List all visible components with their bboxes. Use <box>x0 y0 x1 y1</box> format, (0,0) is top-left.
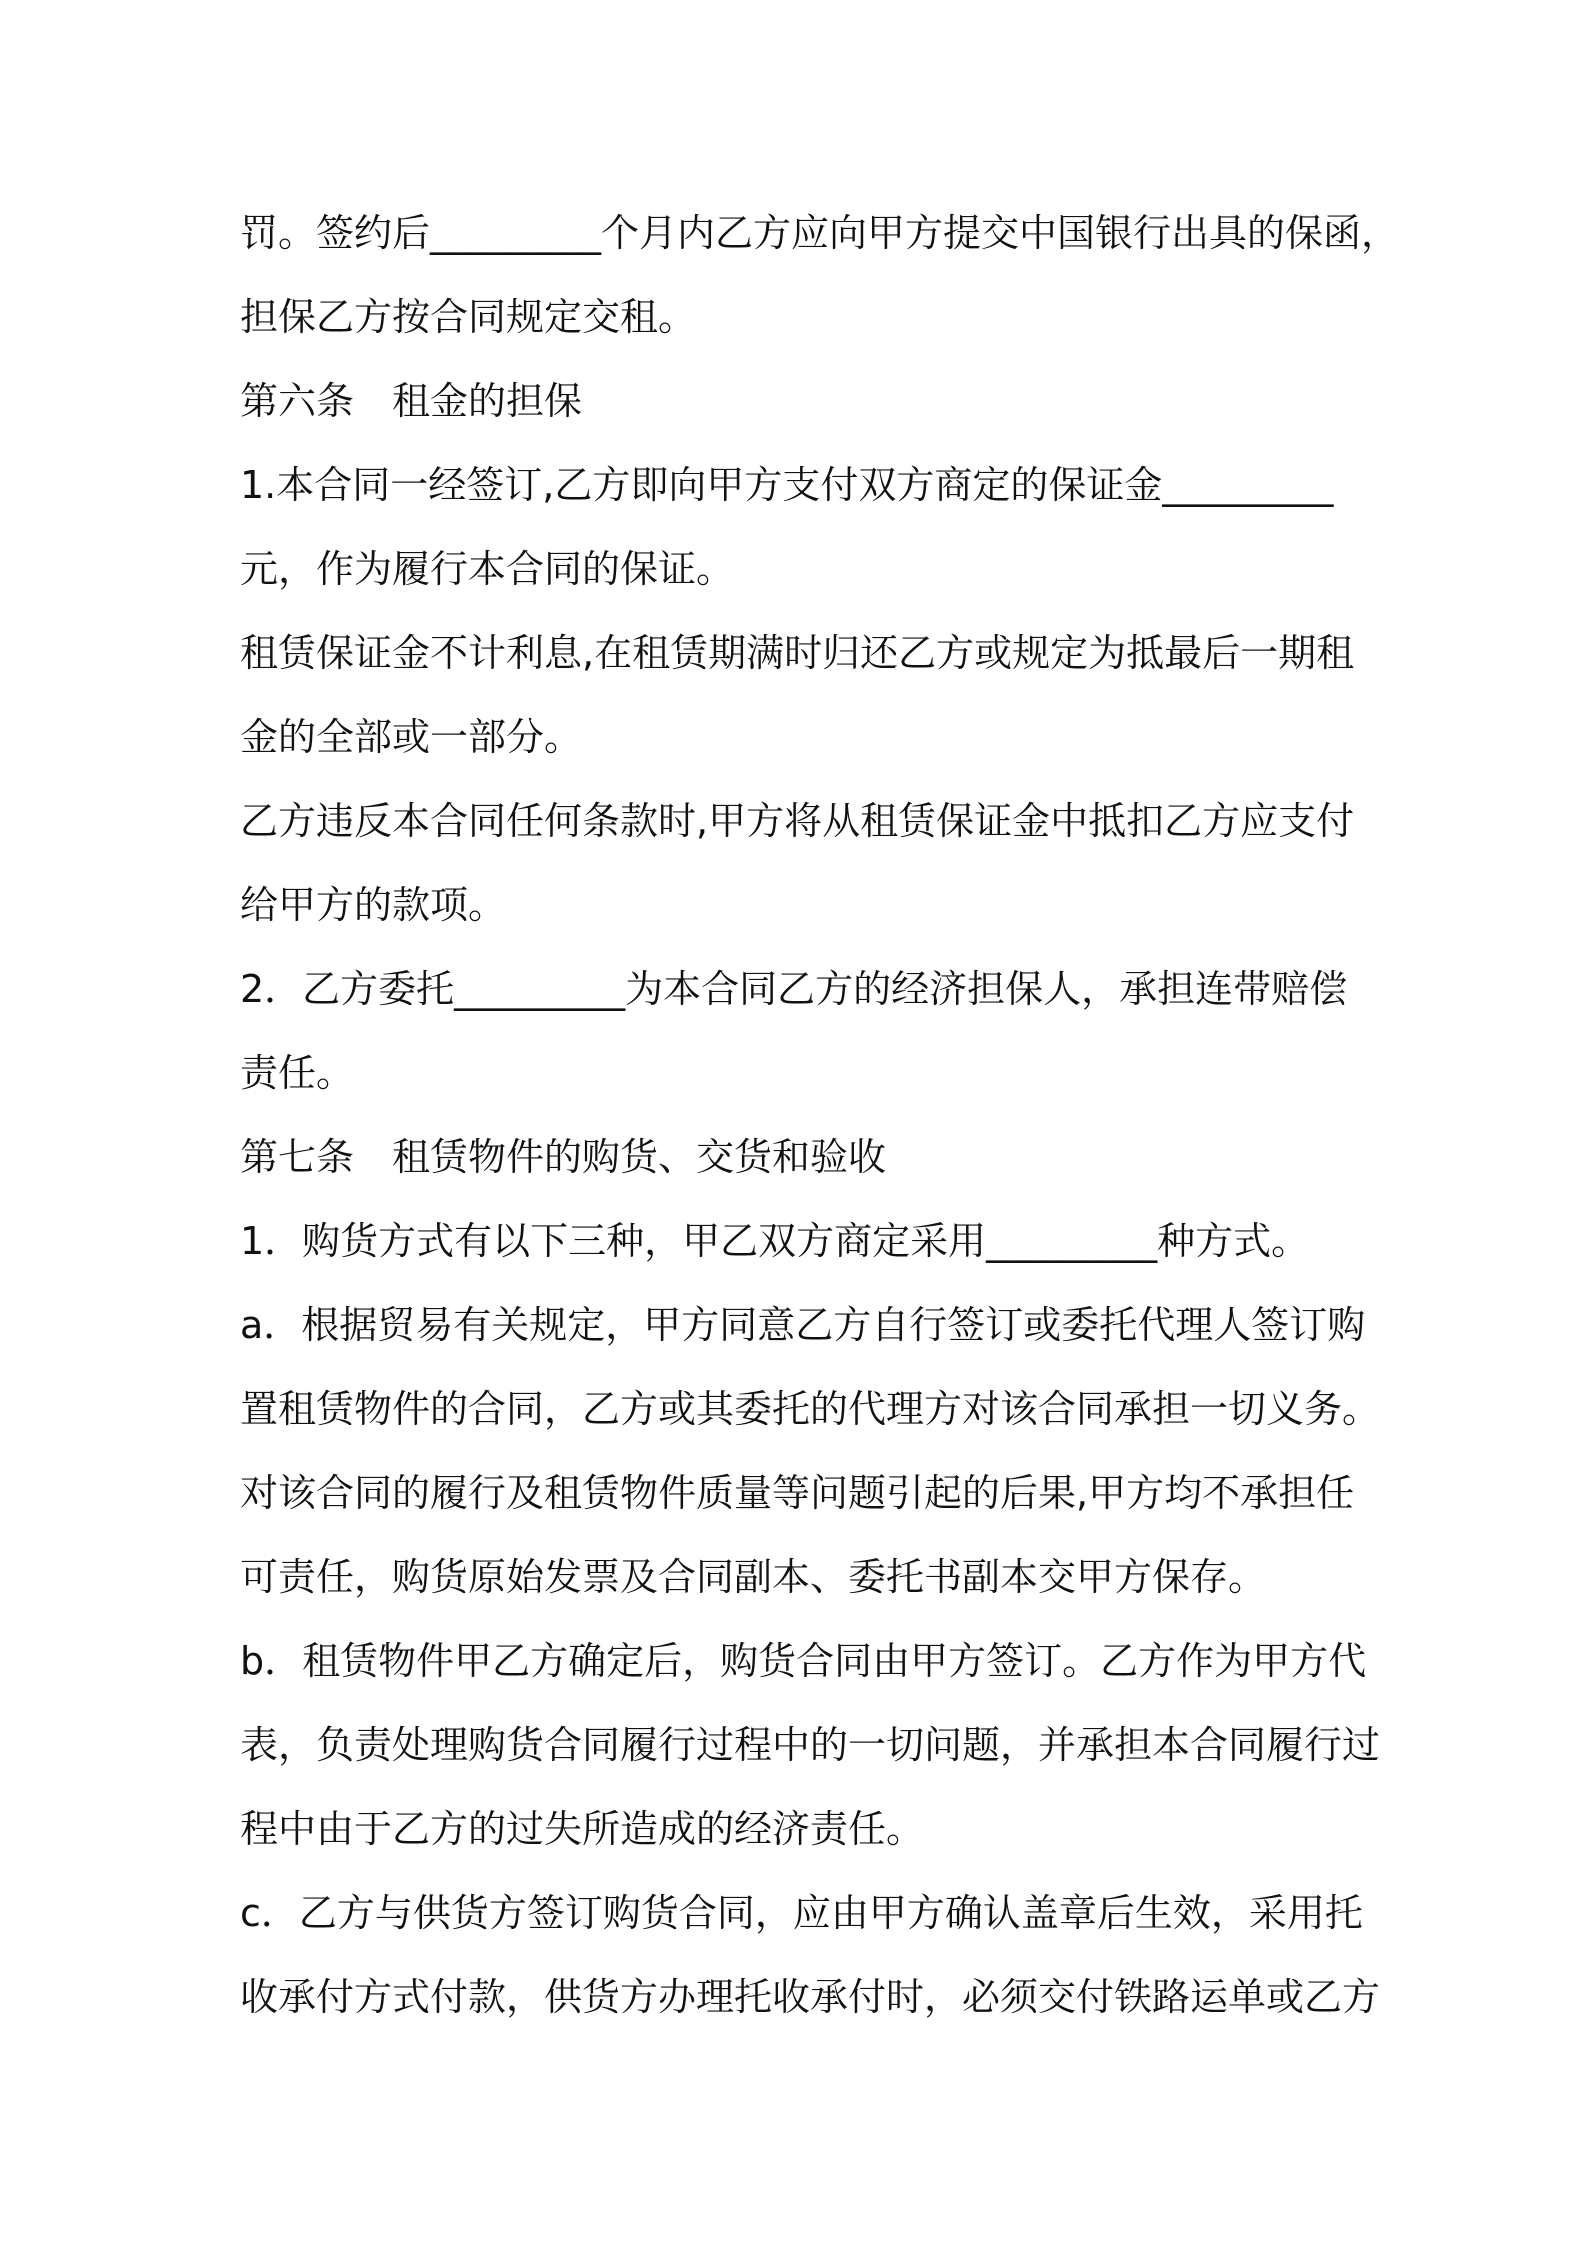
text-line: 1.本合同一经签订,乙方即向甲方支付双方商定的保证金_________ <box>240 463 1334 507</box>
text-line: 2．乙方委托_________为本合同乙方的经济担保人，承担连带赔偿 <box>240 967 1348 1011</box>
text-line: 收承付方式付款，供货方办理托收承付时，必须交付铁路运单或乙方 <box>240 1975 1381 2019</box>
text-line: 置租赁物件的合同，乙方或其委托的代理方对该合同承担一切义务。 <box>240 1387 1381 1431</box>
text-line: 对该合同的履行及租赁物件质量等问题引起的后果,甲方均不承担任 <box>240 1471 1355 1515</box>
text-line: 1．购货方式有以下三种，甲乙双方商定采用_________种方式。 <box>240 1219 1310 1263</box>
section-heading: 第六条 租金的担保 <box>240 379 583 423</box>
text-line: 表，负责处理购货合同履行过程中的一切问题，并承担本合同履行过 <box>240 1723 1381 1767</box>
text-line: 乙方违反本合同任何条款时,甲方将从租赁保证金中抵扣乙方应支付 <box>240 799 1355 843</box>
text-line: 元，作为履行本合同的保证。 <box>240 547 735 591</box>
text-line: 可责任，购货原始发票及合同副本、委托书副本交甲方保存。 <box>240 1555 1267 1599</box>
text-line: 给甲方的款项。 <box>240 883 507 927</box>
text-line: 担保乙方按合同规定交租。 <box>240 295 697 339</box>
text-line: b．租赁物件甲乙方确定后，购货合同由甲方签订。乙方作为甲方代 <box>240 1639 1367 1683</box>
text-line: 程中由于乙方的过失所造成的经济责任。 <box>240 1807 925 1851</box>
text-line: a．根据贸易有关规定，甲方同意乙方自行签订或委托代理人签订购 <box>240 1303 1366 1347</box>
text-line: c．乙方与供货方签订购货合同，应由甲方确认盖章后生效，采用托 <box>240 1891 1363 1935</box>
text-line: 金的全部或一部分。 <box>240 715 583 759</box>
text-line: 罚。签约后_________个月内乙方应向甲方提交中国银行出具的保函， <box>240 211 1400 255</box>
contract-text <box>240 198 1400 2046</box>
text-line: 租赁保证金不计利息,在租赁期满时归还乙方或规定为抵最后一期租 <box>240 631 1355 675</box>
text-line: 责任。 <box>240 1051 355 1095</box>
section-heading: 第七条 租赁物件的购货、交货和验收 <box>240 1135 887 1179</box>
